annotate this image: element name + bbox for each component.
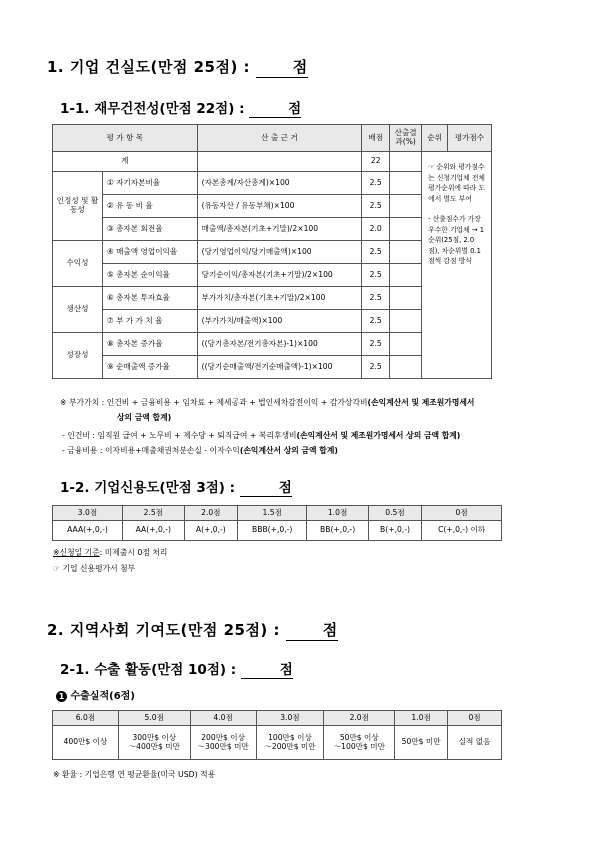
item-label: ⑨ 순매출액 증가율 xyxy=(102,356,197,379)
export-title: 수출실적(6점) xyxy=(70,691,135,702)
section-1-2-title: 1-2. 기업신용도(만점 3점) : xyxy=(60,480,236,496)
section-2-1-title: 2-1. 수출 활동(만점 10점) : xyxy=(60,662,237,678)
item-score: 2.5 xyxy=(362,333,390,356)
credit-note-1a: ※신청일 기준 xyxy=(53,548,100,557)
credit-value-row xyxy=(53,521,502,541)
section-1-score-blank xyxy=(256,56,308,78)
export-value-line: 50만$ 미만 xyxy=(401,737,441,747)
item-score: 2.5 xyxy=(362,356,390,379)
export-header: 6.0점 xyxy=(53,711,119,726)
rank-note-cell xyxy=(422,152,492,379)
section-2-heading xyxy=(47,619,338,641)
exchange-rate-note: ※ 환율 : 기업은행 연 평균환율(미국 USD) 적용 xyxy=(53,770,216,779)
credit-header: 2.0점 xyxy=(184,506,237,521)
item-basis: (자본총계/자산총계)×100 xyxy=(197,172,362,195)
credit-header: 0.5점 xyxy=(368,506,421,521)
credit-note-1b: : 미제출시 0점 처리 xyxy=(99,548,168,557)
item-label: ⑦ 부 가 가 치 율 xyxy=(102,310,197,333)
export-value xyxy=(256,726,324,760)
section-2-unit: 점 xyxy=(322,621,338,639)
export-value-line: 200만$ 이상 xyxy=(201,732,245,742)
section-1-1-heading xyxy=(60,97,301,118)
header-rank: 순위 xyxy=(422,125,448,152)
export-header: 2.0점 xyxy=(324,711,395,726)
financial-soundness-table xyxy=(52,124,492,379)
group-label: 성장성 xyxy=(53,333,103,379)
credit-header: 1.0점 xyxy=(307,506,368,521)
section-1-title: 1. 기업 건실도(만점 25점) : xyxy=(47,58,251,76)
export-subheading xyxy=(56,687,135,702)
item-basis: ((당기총자본/전기총자본)-1)×100 xyxy=(197,333,362,356)
note-1c: 상의 금액 합계) xyxy=(117,413,172,422)
section-2-score-blank xyxy=(286,619,338,641)
item-result xyxy=(390,287,422,310)
item-result xyxy=(390,241,422,264)
credit-header: 1.5점 xyxy=(238,506,307,521)
item-score: 2.5 xyxy=(362,310,390,333)
bullet-number-icon: 1 xyxy=(56,691,67,702)
credit-note-2: ☞ 기업 신용평가서 첨부 xyxy=(53,564,136,573)
export-value-line: ～100만$ 미만 xyxy=(333,741,385,751)
section-1-1-unit: 점 xyxy=(288,101,302,117)
section-2-1-heading xyxy=(60,658,293,679)
item-score: 2.5 xyxy=(362,241,390,264)
export-header: 4.0점 xyxy=(190,711,256,726)
export-value xyxy=(118,726,190,760)
item-basis: 매출액/총자본(기초+기말)/2×100 xyxy=(197,218,362,241)
export-value xyxy=(324,726,395,760)
total-score: 22 xyxy=(362,152,390,172)
export-header: 0점 xyxy=(448,711,502,726)
item-basis: 부가가치/총자본(기초+기말)/2×100 xyxy=(197,287,362,310)
header-eval-item: 평 가 항 목 xyxy=(53,125,198,152)
export-value-line: ～400만$ 미만 xyxy=(128,741,180,751)
credit-value: C(+,0,-) 이하 xyxy=(422,521,502,541)
export-performance-table xyxy=(52,710,502,760)
item-label: ④ 매출액 영업이익율 xyxy=(102,241,197,264)
export-value xyxy=(448,726,502,760)
section-1-unit: 점 xyxy=(292,58,308,76)
section-2-title: 2. 지역사회 기여도(만점 25점) : xyxy=(47,621,281,639)
item-result xyxy=(390,310,422,333)
export-value xyxy=(395,726,448,760)
export-value-line: 300만$ 이상 xyxy=(132,732,177,742)
item-label: ① 자기자본비율 xyxy=(102,172,197,195)
credit-rating-table xyxy=(52,505,502,541)
section-1-2-heading xyxy=(60,476,292,497)
section-1-1-title: 1-1. 재무건전성(만점 22점) : xyxy=(60,101,245,117)
credit-header-row xyxy=(53,506,502,521)
note-3a: - 금융비용 : 이자비용+매출채권처분손실 - 이자수익 xyxy=(62,446,240,455)
credit-header: 3.0점 xyxy=(53,506,123,521)
item-label: ③ 총자본 회전율 xyxy=(102,218,197,241)
header-score: 배점 xyxy=(362,125,390,152)
rank-note-1: ☞ 순위와 평가점수는 신청기업체 전체 평가순위에 따라 도에서 별도 부여 xyxy=(428,163,485,203)
item-result xyxy=(390,333,422,356)
total-label: 계 xyxy=(53,152,198,172)
item-score: 2.0 xyxy=(362,218,390,241)
credit-value: AAA(+,0,-) xyxy=(53,521,123,541)
export-value-line: 50만$ 이상 xyxy=(339,732,379,742)
finance-cost-note xyxy=(62,446,582,456)
total-basis xyxy=(197,152,362,172)
item-label: ② 유 동 비 율 xyxy=(102,195,197,218)
header-eval-score: 평가점수 xyxy=(448,125,492,152)
credit-value: BBB(+,0,-) xyxy=(238,521,307,541)
total-row xyxy=(53,152,492,172)
labor-cost-note xyxy=(62,431,582,441)
export-value-line: 실적 없음 xyxy=(458,737,491,747)
export-header: 3.0점 xyxy=(256,711,324,726)
item-result xyxy=(390,195,422,218)
header-basis: 산 출 근 거 xyxy=(197,125,362,152)
credit-value: B(+,0,-) xyxy=(368,521,421,541)
note-3b: (손익계산서 상의 금액 합계) xyxy=(239,446,338,455)
credit-header: 2.5점 xyxy=(122,506,184,521)
item-score: 2.5 xyxy=(362,264,390,287)
export-value-line: ～300만$ 미만 xyxy=(197,741,249,751)
section-1-1-score-blank xyxy=(249,97,301,118)
section-1-2-unit: 점 xyxy=(278,480,292,496)
note-1b: (손익계산서 및 제조원가명세서 xyxy=(367,398,475,407)
item-score: 2.5 xyxy=(362,287,390,310)
export-header: 1.0점 xyxy=(395,711,448,726)
item-label: ⑧ 총자본 증가율 xyxy=(102,333,197,356)
note-2b: (손익계산서 및 제조원가명세서 상의 금액 합계) xyxy=(296,431,461,440)
table-header-row xyxy=(53,125,492,152)
export-value-row xyxy=(53,726,502,760)
section-2-1-unit: 점 xyxy=(279,662,293,678)
item-result xyxy=(390,264,422,287)
export-header: 5.0점 xyxy=(118,711,190,726)
export-value-line: 400만$ 이상 xyxy=(63,737,108,747)
credit-value: BB(+,0,-) xyxy=(307,521,368,541)
export-header-row xyxy=(53,711,502,726)
rank-note-2: - 산출점수가 가장 우수한 기업체 → 1순위(25점, 2.0점), 차순위별 0.1점씩 감점 방식 xyxy=(428,215,485,266)
item-basis: (유동자산 / 유동부채)×100 xyxy=(197,195,362,218)
section-2-1-score-blank xyxy=(241,658,293,679)
total-result xyxy=(390,152,422,172)
note-1a: ※ 부가가치 : 인건비 + 금융비용 + 임차료 + 제세공과 + 법인세차감전이익 + 감가상각비 xyxy=(60,398,368,407)
group-label: 생산성 xyxy=(53,287,103,333)
export-value-line: 100만$ 이상 xyxy=(268,732,312,742)
section-1-heading xyxy=(47,56,308,78)
item-basis: 당기순이익/총자본(기초+기말)/2×100 xyxy=(197,264,362,287)
value-added-note xyxy=(60,398,580,408)
credit-note-1 xyxy=(53,548,167,558)
item-score: 2.5 xyxy=(362,172,390,195)
export-value xyxy=(53,726,119,760)
section-1-2-score-blank xyxy=(240,476,292,497)
item-result xyxy=(390,172,422,195)
credit-value: AA(+,0,-) xyxy=(122,521,184,541)
note-2a: - 인건비 : 임직원 급여 + 노무비 + 제수당 + 퇴직급여 + 복리후생비 xyxy=(62,431,297,440)
item-basis: (당기영업이익/당기매출액)×100 xyxy=(197,241,362,264)
export-value xyxy=(190,726,256,760)
export-value-line: ～200만$ 미만 xyxy=(264,741,316,751)
item-result xyxy=(390,218,422,241)
header-result: 산출결과(%) xyxy=(390,125,422,152)
credit-header: 0점 xyxy=(422,506,502,521)
item-result xyxy=(390,356,422,379)
item-score: 2.5 xyxy=(362,195,390,218)
credit-value: A(+,0,-) xyxy=(184,521,237,541)
group-label: 인정성 및 활동성 xyxy=(53,172,103,241)
group-label: 수익성 xyxy=(53,241,103,287)
item-basis: ((당기순매출액/전기순매출액)-1)×100 xyxy=(197,356,362,379)
item-label: ⑤ 총자본 순이익율 xyxy=(102,264,197,287)
item-basis: (부가가치/매출액)×100 xyxy=(197,310,362,333)
item-label: ⑥ 총자본 투자효율 xyxy=(102,287,197,310)
